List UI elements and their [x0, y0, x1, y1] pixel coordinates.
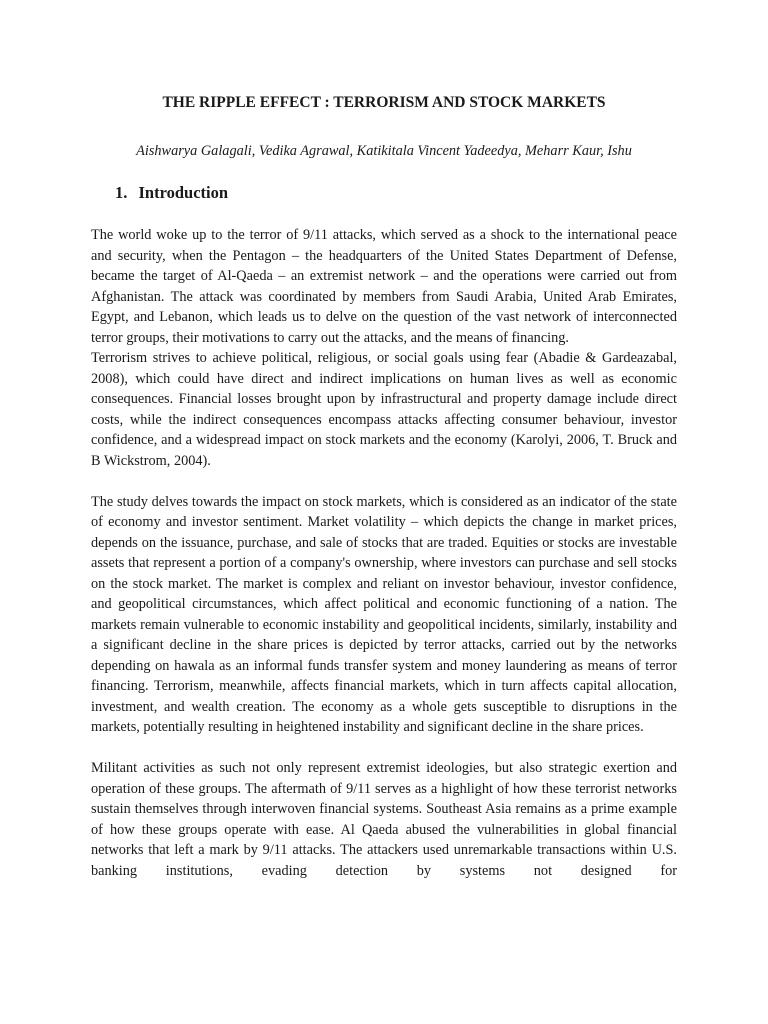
paragraph: The study delves towards the impact on stock markets, which is considered as an indicator of the state of economy and investor sentiment. Market volatility – which depicts the change in market prices, depends on the issuance, purchase, and sale of stocks that are traded. Equities or stocks are investable assets that represent a portion of a company's ownership, where investors can purchase and sell stocks on the stock market. The market is complex and reliant on investor behaviour, investor confidence, and geopolitical circumstances, which affect political and economic functioning of a nation. The markets remain vulnerable to economic instability and geopolitical incidents, similarly, instability and a significant decline in the share prices is depicted by terror attacks, carried out by the networks depending on hawala as an informal funds transfer system and money laundering as means of terror financing. Terrorism, meanwhile, affects financial markets, which in turn affects capital allocation, investment, and wealth creation. The economy as a whole gets susceptible to disruptions in the markets, potentially resulting in heightened instability and significant decline in the share prices.	[91, 493, 677, 735]
paragraph: Terrorism strives to achieve political, religious, or social goals using fear (Abadie & Gardeazabal, 2008), which could have direct and indirect implications on human lives as well as economic consequences. Financial losses brought upon by infrastructural and property damage include direct costs, while the indirect consequences encompass attacks affecting consumer behaviour, investor confidence, and a widespread impact on stock markets and the economy (Karolyi, 2006, T. Bruck and B Wickstrom, 2004).	[91, 350, 677, 469]
paper-title: THE RIPPLE EFFECT : TERRORISM AND STOCK MARKETS	[162, 94, 606, 111]
paragraph: The world woke up to the terror of 9/11 attacks, which served as a shock to the international peace and security, when the Pentagon – the headquarters of the United States Department of Defense, became the target of Al-Qaeda – an extremist network – and the operations were carried out from Afghanistan. The attack was coordinated by members from Saudi Arabia, United Arab Emirates, Egypt, and Lebanon, which leads us to delve on the question of the vast network of interconnected terror groups, their motivations to carry out the attacks, and the means of financing.	[91, 227, 677, 346]
section-title: Introduction	[138, 183, 229, 202]
paragraph: Militant activities as such not only represent extremist ideologies, but also strategic exertion and operation of these groups. The aftermath of 9/11 serves as a highlight of how these terrorist networks sustain themselves through interwoven financial systems. Southeast Asia remains as a prime example of how these groups operate with ease. Al Qaeda abused the vulnerabilities in global financial networks that left a mark by 9/11 attacks. The attackers used unremarkable transactions within U.S. banking institutions, evading detection by systems not designed for	[91, 760, 677, 879]
section-number: 1.	[115, 183, 128, 202]
body-text	[91, 225, 677, 881]
section-heading	[115, 182, 228, 204]
author-list: Aishwarya Galagali, Vedika Agrawal, Katikitala Vincent Yadeedya, Meharr Kaur, Ishu	[136, 143, 632, 159]
paragraph-spacer	[91, 738, 677, 759]
paragraph-spacer	[91, 471, 677, 492]
